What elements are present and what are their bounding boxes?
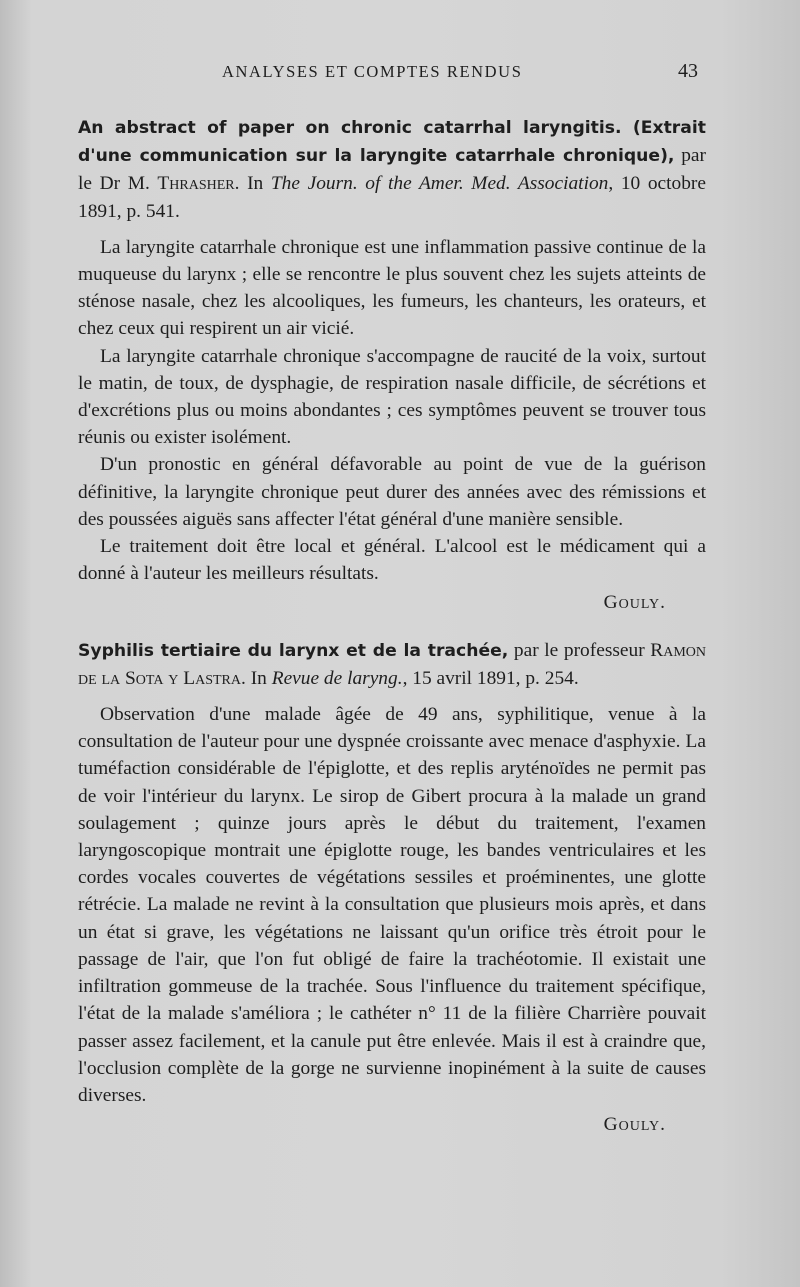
- article-1-in: . In: [234, 173, 271, 195]
- article-2-author: Ramon de la Sota y Lastra: [78, 639, 707, 689]
- article-2-heading: [78, 637, 706, 692]
- article-2-title: Syphilis tertiaire du larynx et de la trachée,: [78, 640, 509, 661]
- article-1-byline-prefix: par le Dr M.: [78, 145, 706, 195]
- article-1-heading: [78, 114, 706, 225]
- article-2-in: . In: [241, 667, 272, 689]
- page-content: [78, 114, 706, 1138]
- article-2-date: , 15 avril 1891, p. 254.: [402, 667, 579, 689]
- article-2-signature: Gouly.: [603, 1114, 666, 1136]
- page-number: 43: [678, 60, 698, 82]
- article-1-paragraph: La laryngite catarrhale chronique s'accompagne de raucité de la voix, surtout le matin, de toux, de dysphagie, de respiration nasale difficile, de sécrétions et d'excrétions plus ou moins abondantes ; ces symptômes peuvent se trouver tous réunis ou exister isolément.: [78, 345, 706, 449]
- running-title: ANALYSES ET COMPTES RENDUS: [222, 62, 523, 81]
- article-1-paragraph: Le traitement doit être local et général. L'alcool est le médicament qui a donné à l'auteur les meilleurs résultats.: [78, 536, 706, 585]
- article-2-journal: Revue de laryng.: [271, 667, 403, 689]
- page-header: [0, 62, 800, 92]
- article-2-paragraph: Observation d'une malade âgée de 49 ans, syphilitique, venue à la consultation de l'auteur pour une dyspnée croissante avec menace d'asphyxie. La tuméfaction considérable de l'épiglotte, et des replis aryténoïdes ne permit pas de voir l'intérieur du larynx. Le sirop de Gibert procura à la malade un grand soulagement ; quinze jours après le début du traitement, l'examen laryngoscopique montrait une épiglotte rouge, les bandes ventriculaires et les cordes vocales couvertes de végétations sessiles et proéminentes, une glotte rétrécie. La malade ne revint à la consultation que plusieurs mois après, et dans un état si grave, les végétations ne laissant qu'un orifice très étroit pour le passage de l'air, que l'on fut obligé de faire la trachéotomie. Il existait une infiltration gommeuse de la trachée. Sous l'influence du traitement spécifique, l'état de la malade s'améliora ; le cathéter n° 11 de la filière Charrière pouvait passer assez facilement, et la canule put être enlevée. Mais il est à craindre que, l'occlusion complète de la gorge ne survienne inopinément à la suite de causes diverses.: [78, 704, 706, 1106]
- article-1-title: An abstract of paper on chronic catarrhal laryngitis. (Extrait d'une communication sur la laryngite catarrhale chronique),: [78, 118, 706, 167]
- article-1-journal: The Journ. of the Amer. Med. Association: [270, 173, 609, 195]
- article-1-date: , 10 octobre 1891, p. 541.: [78, 173, 706, 222]
- article-1-paragraph: La laryngite catarrhale chronique est une inflammation passive continue de la muqueuse du larynx ; elle se rencontre le plus souvent chez les sujets atteints de sténose nasale, chez les alcooliques, les fumeurs, les chanteurs, les orateurs, et chez ceux qui respirent un air vicié.: [78, 236, 706, 340]
- article-2-byline-prefix: par le professeur: [508, 639, 651, 661]
- article-1-paragraph: D'un pronostic en général défavorable au point de vue de la guérison définitive, la laryngite chronique peut durer des années avec des rémissions et des poussées aiguës sans affecter l'état général d'une manière sensible.: [78, 454, 706, 530]
- article-1-author: Thrasher: [157, 173, 235, 195]
- article-1-signature: Gouly.: [603, 592, 666, 614]
